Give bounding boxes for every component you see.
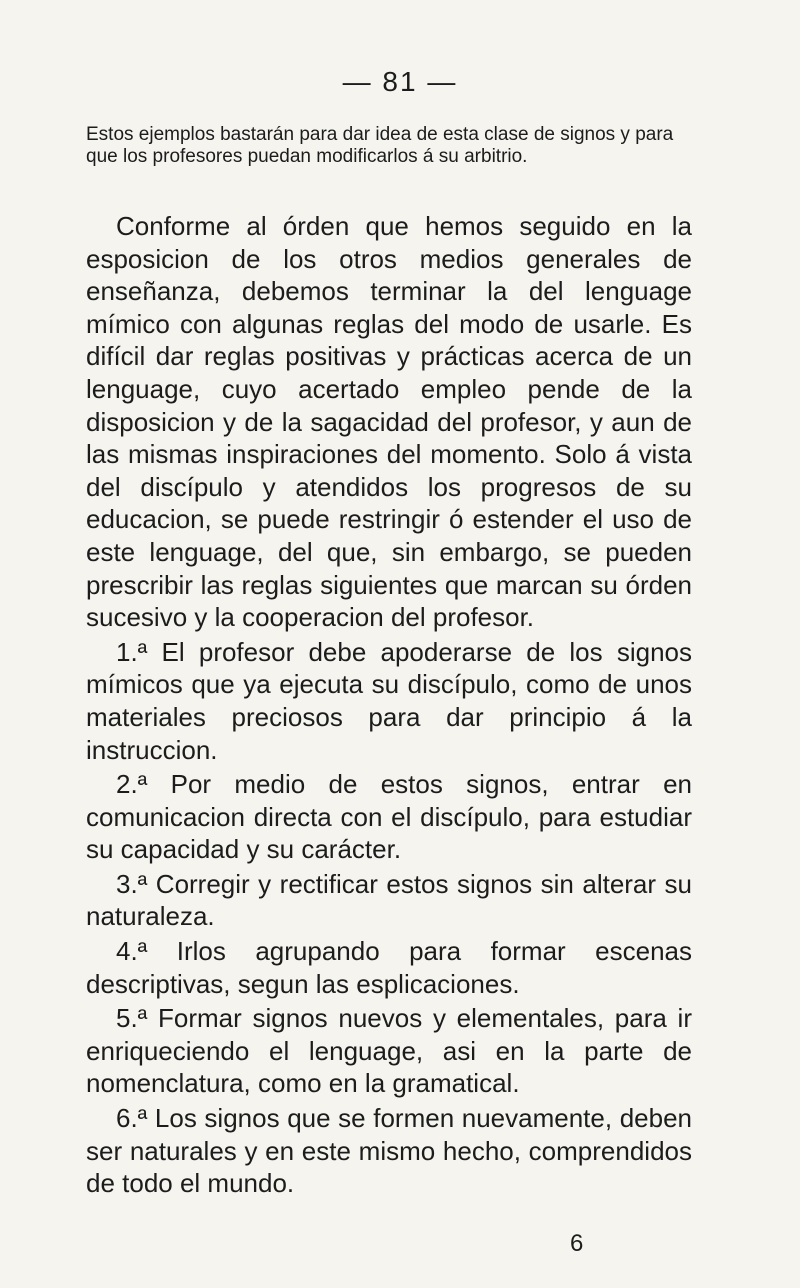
rule-5: 5.ª Formar signos nuevos y elementales, para ir enriqueciendo el lenguage, asi en la parte de nomenclatura, como en la gramatical. <box>86 1003 692 1099</box>
page-number: — 81 — <box>342 66 458 97</box>
rule-1: 1.ª El profesor debe apoderarse de los signos mímicos que ya ejecuta su discípulo, como de unos materiales preciosos para dar principio á la instruccion. <box>86 636 692 765</box>
rule-2: 2.ª Por medio de estos signos, entrar en comunicacion directa con el discípulo, para estudiar su capacidad y su carácter. <box>86 769 692 865</box>
rule-3: 3.ª Corregir y rectificar estos signos sin alterar su naturaleza. <box>86 868 692 932</box>
paragraph-main: Conforme al órden que hemos seguido en la esposicion de los otros medios generales de enseñanza, debemos terminar la del lenguage mímico con algunas reglas del modo de usarle. Es difícil dar reglas positivas y prácticas acerca de un lenguage, cuyo acertado empleo pende de la disposicion y de la sagacidad del profesor, y aun de las mismas inspiraciones del momento. Solo á vista del discípulo y atendidos los progresos de su educacion, se puede restringir ó estender el uso de este lenguage, del que, sin embargo, se pueden prescribir las reglas siguientes que marcan su órden sucesivo y la cooperacion del profesor. <box>86 211 692 633</box>
signature-mark: 6 <box>570 1230 584 1257</box>
rule-6: 6.ª Los signos que se formen nuevamente, deben ser naturales y en este mismo hecho, comprendidos de todo el mundo. <box>86 1103 692 1199</box>
intro-paragraph: Estos ejemplos bastarán para dar idea de esta clase de signos y para que los profesores puedan modificarlos á su arbitrio. <box>86 124 674 167</box>
body-text <box>86 210 692 1202</box>
intro-block <box>86 124 692 168</box>
rule-4: 4.ª Irlos agrupando para formar escenas descriptivas, segun las esplicaciones. <box>86 936 692 999</box>
